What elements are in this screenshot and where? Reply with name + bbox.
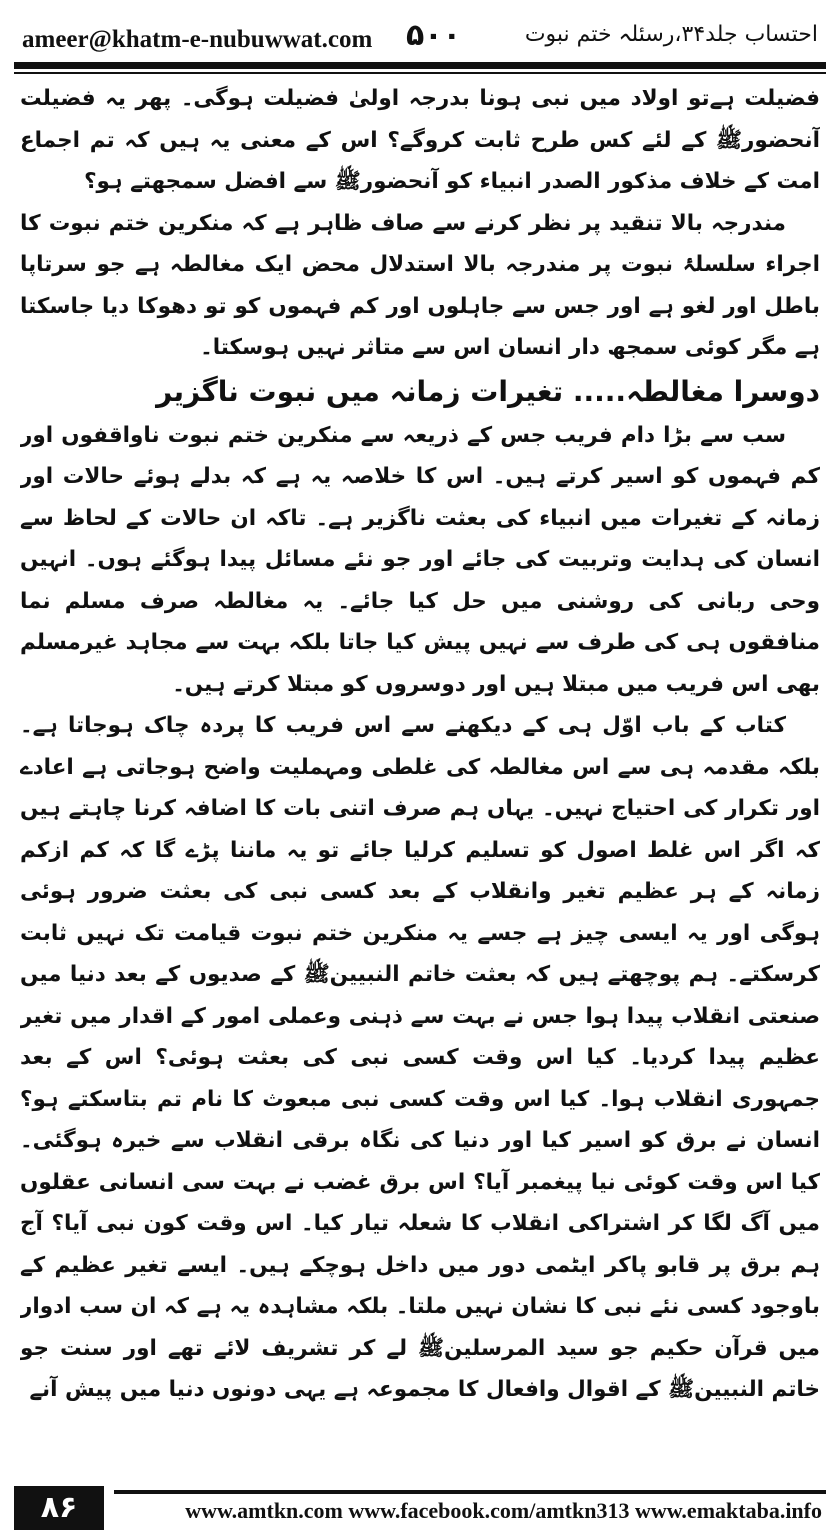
footer-urls: www.amtkn.com www.facebook.com/amtkn313 www.emaktaba.info — [185, 1498, 822, 1523]
paragraph-2: مندرجہ بالا تنقید پر نظر کرنے سے صاف ظاہر ہے کہ منکرین ختم نبوت کا اجراء سلسلۂ نبوت پر مندرجہ بالا استدلال محض ایک مغالطہ ہے جو سرتاپا باطل اور لغو ہے اور جس سے جاہلوں اور کم فہموں کو تو دھوکا دیا جاسکتا ہے مگر کوئی سمجھ دار انسان اس سے متاثر نہیں ہوسکتا۔ — [20, 210, 820, 360]
header-rule-thin — [14, 72, 826, 74]
header-rule-thick — [14, 62, 826, 69]
footer-rule — [114, 1490, 826, 1494]
footer-page-number: ۸۶ — [14, 1486, 104, 1530]
page-header — [14, 8, 826, 62]
header-email: ameer@khatm-e-nubuwwat.com — [22, 26, 373, 53]
paragraph-3: سب سے بڑا دام فریب جس کے ذریعہ سے منکرین ختم نبوت ناواقفوں اور کم فہموں کو اسیر کرتے ہیں۔ اس کا خلاصہ یہ ہے کہ بدلے ہوئے حالات اور زمانہ کے تغیرات میں انبیاء کی بعثت ناگزیر ہے۔ تاکہ ان حالات کے لحاظ سے انسان کی ہدایت وتربیت کی جائے اور جو نئے مسائل پیدا ہوگئے ہوں۔ انہیں وحی ربانی کی روشنی میں حل کیا جائے۔ یہ مغالطہ صرف مسلم نما منافقوں ہی کی طرف سے نہیں پیش کیا جاتا بلکہ بہت سے مجاہد غیرمسلم بھی اس فریب میں مبتلا ہیں اور دوسروں کو مبتلا کرتے ہیں۔ — [20, 422, 820, 697]
paragraph-1: فضیلت ہےتو اولاد میں نبی ہونا بدرجہ اولیٰ فضیلت ہوگی۔ پھر یہ فضیلت آنحضورﷺ کے لئے کس طرح ثابت کروگے؟ اس کے معنی یہ ہیں کہ تم اجماع امت کے خلاف مذکور الصدر انبیاء کو آنحضورﷺ سے افضل سمجھتے ہو؟ — [20, 86, 820, 194]
header-page-number: ۵۰۰ — [406, 18, 461, 53]
section-heading: دوسرا مغالطہ..... تغیرات زمانہ میں نبوت ناگزیر — [156, 374, 820, 408]
paragraph-4: کتاب کے باب اوّل ہی کے دیکھنے سے اس فریب کا پردہ چاک ہوجاتا ہے۔ بلکہ مقدمہ ہی سے اس مغالطہ کی غلطی ومہملیت واضح ہوجاتی ہے اعادے اور تکرار کی احتیاج نہیں۔ یہاں ہم صرف اتنی بات کا اضافہ کرنا چاہتے ہیں کہ اگر اس غلط اصول کو تسلیم کرلیا جائے تو یہ ماننا پڑے گا کہ کم ازکم زمانہ کے ہر عظیم تغیر وانقلاب کے بعد کسی نبی کی بعثت ضرور ہوئی ہوگی اور یہ ایسی چیز ہے جسے یہ منکرین ختم نبوت قیامت تک نہیں ثابت کرسکتے۔ ہم پوچھتے ہیں کہ بعثت خاتم النبیینﷺ کے صدیوں کے بعد دنیا میں صنعتی انقلاب پیدا ہوا جس نے بہت سے ذہنی وعملی امور کے اقدار میں تغیر عظیم پیدا کردیا۔ کیا اس وقت کسی نبی کی بعثت ہوئی؟ اس کے بعد جمہوری انقلاب ہوا۔ کیا اس وقت کسی نبی مبعوث کا نام تم بتاسکتے ہو؟ انسان نے برق کو اسیر کیا اور دنیا کی نگاہ برقی انقلاب سے خیرہ ہوگئی۔ کیا اس وقت کوئی نیا پیغمبر آیا؟ اس برق غضب نے بہت سی انسانی عقلوں میں آگ لگا کر اشتراکی انقلاب کا شعلہ تیار کیا۔ اس وقت کون نبی آیا؟ آج ہم برق پر قابو پاکر ایٹمی دور میں داخل ہوچکے ہیں۔ ایسے تغیر عظیم کے باوجود کسی نئے نبی کا نشان نہیں ملتا۔ بلکہ مشاہدہ یہ ہے کہ ان سب ادوار میں قرآن حکیم جو سید المرسلینﷺ لے کر تشریف لائے تھے اور سنت جو خاتم النبیینﷺ کے اقوال وافعال کا مجموعہ ہے یہی دونوں دنیا میں پیش آنے — [20, 713, 820, 1402]
body-text — [20, 78, 820, 1470]
page-footer — [14, 1482, 826, 1534]
running-title: احتساب جلد۳۴،رسئلہ ختم نبوت — [524, 22, 818, 47]
